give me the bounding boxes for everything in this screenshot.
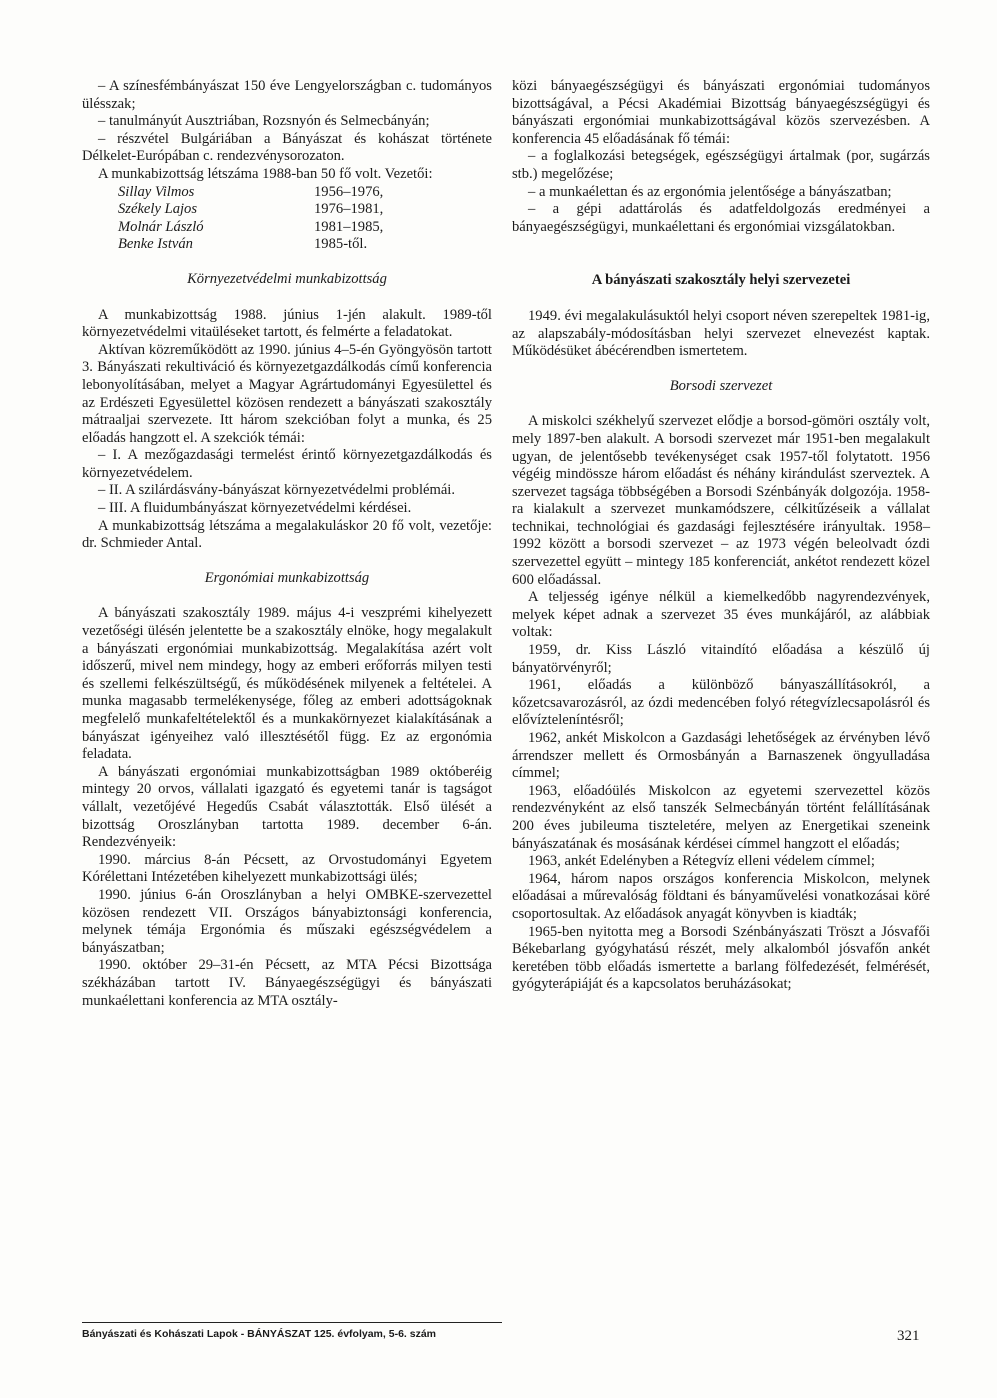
paragraph: A munkabizottság létszáma 1988-ban 50 fő volt. Vezetői:: [98, 165, 433, 182]
leader-years: 1985-től.: [314, 236, 368, 253]
leader-name: Benke István: [118, 236, 193, 253]
paragraph: – tanulmányút Ausztriában, Rozsnyón és Selmecbányán;: [98, 113, 430, 130]
paragraph: 1964, három napos országos konferencia Miskolcon, melynek előadásai a műrevalóság földtani és bányaművelési vonatkozásai köré csoportosultak. Az előadások anyagát könyvben is kiadták;: [512, 870, 930, 922]
journal-footer: Bányászati és Kohászati Lapok - BÁNYÁSZAT 125. évfolyam, 5-6. szám: [82, 1328, 437, 1340]
paragraph: – II. A szilárdásvány-bányászat környezetvédelmi problémái.: [98, 482, 456, 499]
paragraph: – I. A mezőgazdasági termelést érintő környezetgazdálkodás és környezetvédelem.: [82, 447, 492, 481]
paragraph: – a gépi adattárolás és adatfeldolgozás eredményei a bányaegészségügyi, munkaélettani és ergonómiai vizsgálatokban.: [512, 201, 930, 235]
leader-years: 1981–1985,: [314, 218, 384, 235]
page-number: 321: [897, 1328, 920, 1344]
paragraph: – a foglalkozási betegségek, egészségügyi ártalmak (por, sugárzás stb.) megelőzése;: [512, 148, 930, 182]
paragraph: 1961, előadás a különböző bányaszállításokról, a kőzetcsavarozásról, az ózdi medencében folyó rétegvízlecsapolásról és elővízteleníntésről;: [512, 677, 930, 729]
leader-years: 1976–1981,: [314, 201, 384, 218]
leader-years: 1956–1976,: [314, 183, 384, 200]
paragraph: – részvétel Bulgáriában a Bányászat és kohászat története Délkelet-Európában c. rendezvénysorozaton.: [82, 130, 492, 165]
paragraph: 1990. június 6-án Oroszlányban a helyi OMBKE-szervezettel közösen rendezett VII. Országos bányabiztonsági konferencia, melynek témája Ergonómia és műszaki egészségvédelem a bányászatban;: [82, 886, 492, 956]
paragraph: 1990. március 8-án Pécsett, az Orvostudományi Egyetem Kórélettani Intézetében kihelyezett munkabizottsági ülés;: [82, 851, 492, 886]
section-heading: A bányászati szakosztály helyi szervezetei: [591, 272, 851, 289]
paragraph: 1959, dr. Kiss László vitaindító előadása a készülő új bányatörvényről;: [512, 642, 930, 676]
paragraph: – A színesfémbányászat 150 éve Lengyelországban c. tudományos ülésszak;: [82, 78, 492, 112]
leader-name: Székely Lajos: [118, 201, 198, 218]
paragraph: 1949. évi megalakulásuktól helyi csoport néven szerepeltek 1981-ig, az alapszabály-módosításban helyi szervezet elnevezést kaptak. Működésüket ábécérendben ismertetem.: [512, 307, 930, 360]
leader-row: [118, 201, 492, 219]
paragraph: 1963, ankét Edelényben a Rétegvíz elleni védelem címmel;: [528, 853, 875, 870]
paragraph: 1963, előadóülés Miskolcon az egyetemi szervezettel közös rendezvényként az első tanszék Selmecbányán történt felállításának 200 éves jubileuma tiszteletére, melyen az Energetikai szeneink bányászatának és mosásának kérdései címmel hangzott el előadás;: [512, 782, 930, 852]
leader-row: [118, 236, 492, 254]
leader-name: Sillay Vilmos: [118, 183, 195, 200]
leader-name: Molnár László: [118, 218, 204, 235]
leader-row: [118, 219, 492, 237]
section-heading: Környezetvédelmi munkabizottság: [187, 270, 387, 287]
paragraph: A munkabizottság 1988. június 1-jén alakult. 1989-től környezetvédelmi vitaüléseket tartott, és felmérte a feladatokat.: [82, 306, 492, 341]
paragraph: A bányászati szakosztály 1989. május 4-i veszprémi kihelyezett vezetőségi ülésén jelentette be a szakosztály elnöke, hogy megalakult a bányászati ergonómiai munkabizottság. Megalakítása azért volt időszerű, mivel nem mindegy, hogy az emberi erőforrás milyen testi és szellemi felkészültségű, és működésének milyenek a feltételei. A munka magasabb termelékenysége, főleg az emberi adottságoknak megfelelő munkafeltételektől és a munkakörnyezet kialakításának a bányászat igényeihez való illesztésétől függ. Ez az ergonómia feladata.: [82, 605, 492, 763]
section-heading: Ergonómiai munkabizottság: [204, 569, 370, 586]
paragraph: A bányászati ergonómiai munkabizottságban 1989 októberéig mintegy 20 orvos, vállalati igazgató és egyetemi tanár is tagságot vállalt, vezetőjévé Hegedűs Csabát választották. Első ülését a bizottság Oroszlányban tartotta 1989. december 6-án. Rendezvényeik:: [82, 763, 492, 851]
paragraph: A munkabizottság létszáma a megalakuláskor 20 fő volt, vezetője: dr. Schmieder Antal.: [82, 517, 492, 552]
leader-row: [118, 184, 492, 202]
left-column: [82, 78, 492, 1010]
paragraph: 1990. október 29–31-én Pécsett, az MTA Pécsi Bizottsága székházában tartott IV. Bányaegészségügyi és bányászati munkaélettani konferencia az MTA osztály-: [82, 957, 492, 1009]
right-column: [512, 78, 930, 994]
footer-rule: [82, 1322, 502, 1323]
section-heading: Borsodi szervezet: [669, 377, 773, 394]
paragraph: – a munkaélettan és az ergonómia jelentősége a bányászatban;: [528, 183, 892, 200]
paragraph: 1962, ankét Miskolcon a Gazdasági lehetőségek az érvényben lévő árrendszer mellett és Ormosbányán a Barnaszenek öngyulladása címmel;: [512, 730, 930, 782]
paragraph: Aktívan közreműködött az 1990. június 4–5-én Gyöngyösön tartott 3. Bányászati rekultiváció és környezetgazdálkodás című konferencia lebonyolításában, melyet a Magyar Agrártudományi Egyesülettel és az Erdészeti Egyesülettel közösen rendezett a bányászati szakosztály mátraaljai szervezete. Itt három szekcióban folyt a munka, és 25 előadás hangzott el. A szekciók témái:: [82, 341, 492, 446]
paragraph: A miskolci székhelyű szervezet elődje a borsod-gömöri osztály volt, mely 1897-ben alakult. A borsodi szervezet már 1951-ben megalakult ugyan, de jelentősebb tevékenységet csak 1957-től folytatott. 1956 végéig mindössze három előadást és néhány kirándulást szerveztek. A szervezet tagsága többségében a Borsodi Szénbányák dolgozója. 1958-ra kialakult a szervezet munkamódszere, célkitűzéseik a vállalat technikai, technológiai és gazdasági fejlesztésére irányultak. 1958–1992 között a borsodi szervezet – az 1973 végén beleolvadt ózdi szervezettel együtt – mintegy 185 konferenciát, ankétot rendezett közel 600 előadással.: [512, 413, 930, 588]
paragraph: A teljesség igénye nélkül a kiemelkedőbb nagyrendezvények, melyek képet adnak a szervezet 35 éves munkájáról, az alábbiak voltak:: [512, 589, 930, 641]
paragraph: közi bányaegészségügyi és bányászati ergonómiai tudományos bizottságával, a Pécsi Akadémiai Bizottság bányaegészségügyi és bányászati ergonómiai munkabizottságával közös szervezésben. A konferencia 45 előadásának fő témái:: [512, 78, 930, 147]
paragraph: 1965-ben nyitotta meg a Borsodi Szénbányászati Tröszt a Jósvafői Békebarlang gyógyhatású részét, mely alkalomból jósvafőn ankét keretében több előadás ismertette a barlang fölfedezését, felmérését, gyógyterápiáját és a kapcsolatos beruházásokat;: [512, 923, 930, 993]
leaders-list: [118, 184, 492, 254]
paragraph: – III. A fluidumbányászat környezetvédelmi kérdései.: [98, 500, 412, 517]
